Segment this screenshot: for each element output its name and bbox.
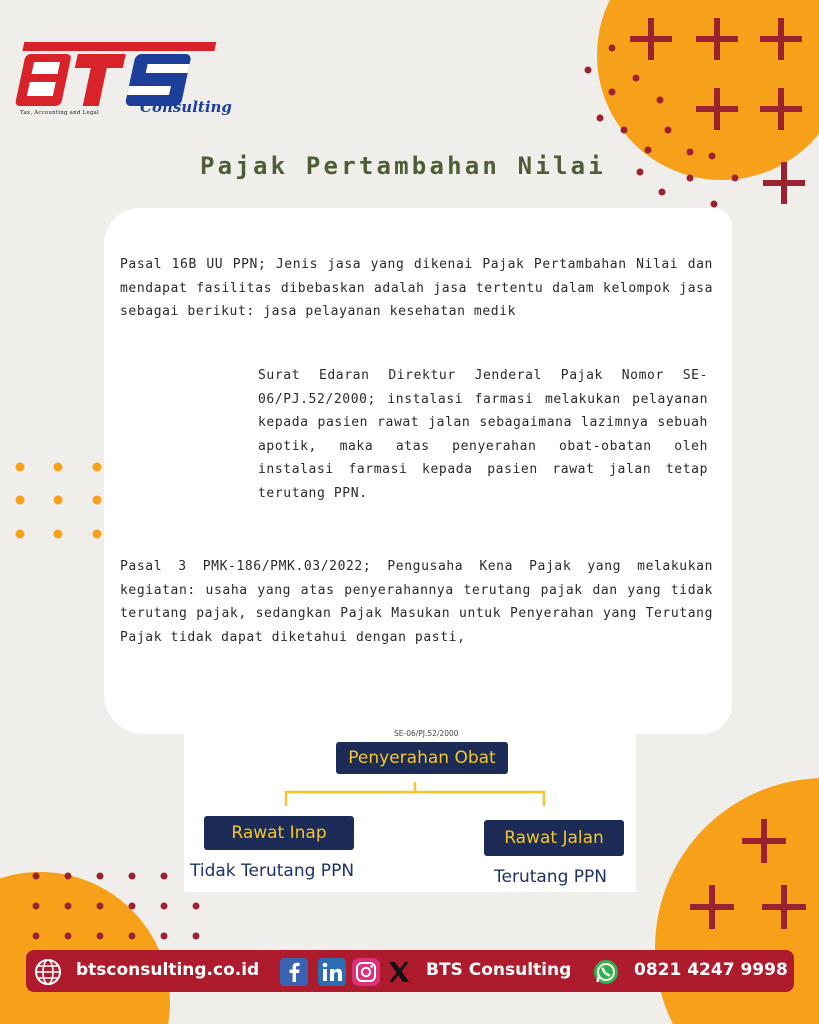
x-icon[interactable] <box>386 958 412 986</box>
logo-subtitle: Consulting <box>140 98 232 116</box>
paragraph-surat-edaran: Surat Edaran Direktur Jenderal Pajak Nomor SE-06/PJ.52/2000; instalasi farmasi melakukan pelayanan kepada pasien rawat jalan sebagaimana lazimnya sebuah apotik, maka atas penyerahan obat-obatan oleh instalasi farmasi kepada pasien rawat jalan tetap terutang PPN. <box>258 368 708 501</box>
label-terutang-ppn: Terutang PPN <box>494 867 607 887</box>
page-title: Pajak Pertambahan Nilai <box>200 152 606 180</box>
globe-icon[interactable] <box>34 958 62 986</box>
footer-bar <box>26 950 794 992</box>
tax-diagram <box>184 722 636 892</box>
node-rawat-jalan: Rawat Jalan <box>484 820 624 856</box>
diagram-connector <box>284 782 546 806</box>
footer-phone[interactable]: 0821 4247 9998 <box>634 960 788 980</box>
logo-tagline: Tax, Accounting and Legal <box>20 110 99 116</box>
diagram-caption: SE-06/PJ.52/2000 <box>394 729 459 738</box>
node-rawat-inap: Rawat Inap <box>204 816 354 850</box>
dot-grid-bottom-left <box>33 873 200 940</box>
instagram-icon[interactable] <box>352 958 380 986</box>
plus-pattern-bottom-right <box>690 819 806 929</box>
whatsapp-icon[interactable] <box>592 958 620 986</box>
facebook-icon[interactable] <box>280 958 308 986</box>
footer-website[interactable]: btsconsulting.co.id <box>76 960 260 980</box>
paragraph-pasal-16b: Pasal 16B UU PPN; Jenis jasa yang dikenai Pajak Pertambahan Nilai dan mendapat fasilitas dibebaskan adalah jasa tertentu dalam kelompok jasa sebagai berikut: jasa pelayanan kesehatan medik <box>120 257 713 319</box>
plus-pattern-top-right <box>630 18 805 204</box>
linkedin-icon[interactable] <box>318 958 346 986</box>
node-penyerahan-obat: Penyerahan Obat <box>336 742 508 774</box>
footer-social-name[interactable]: BTS Consulting <box>426 960 572 980</box>
label-tidak-terutang-ppn: Tidak Terutang PPN <box>190 861 355 881</box>
paragraph-pasal-3-pmk: Pasal 3 PMK-186/PMK.03/2022; Pengusaha Kena Pajak yang melakukan kegiatan: usaha yang atas penyerahannya terutang pajak dan yang tidak terutang pajak, sedangkan Pajak Masukan untuk Penyerahan yang Terutang Pajak tidak dapat diketahui dengan pasti, <box>120 559 713 645</box>
